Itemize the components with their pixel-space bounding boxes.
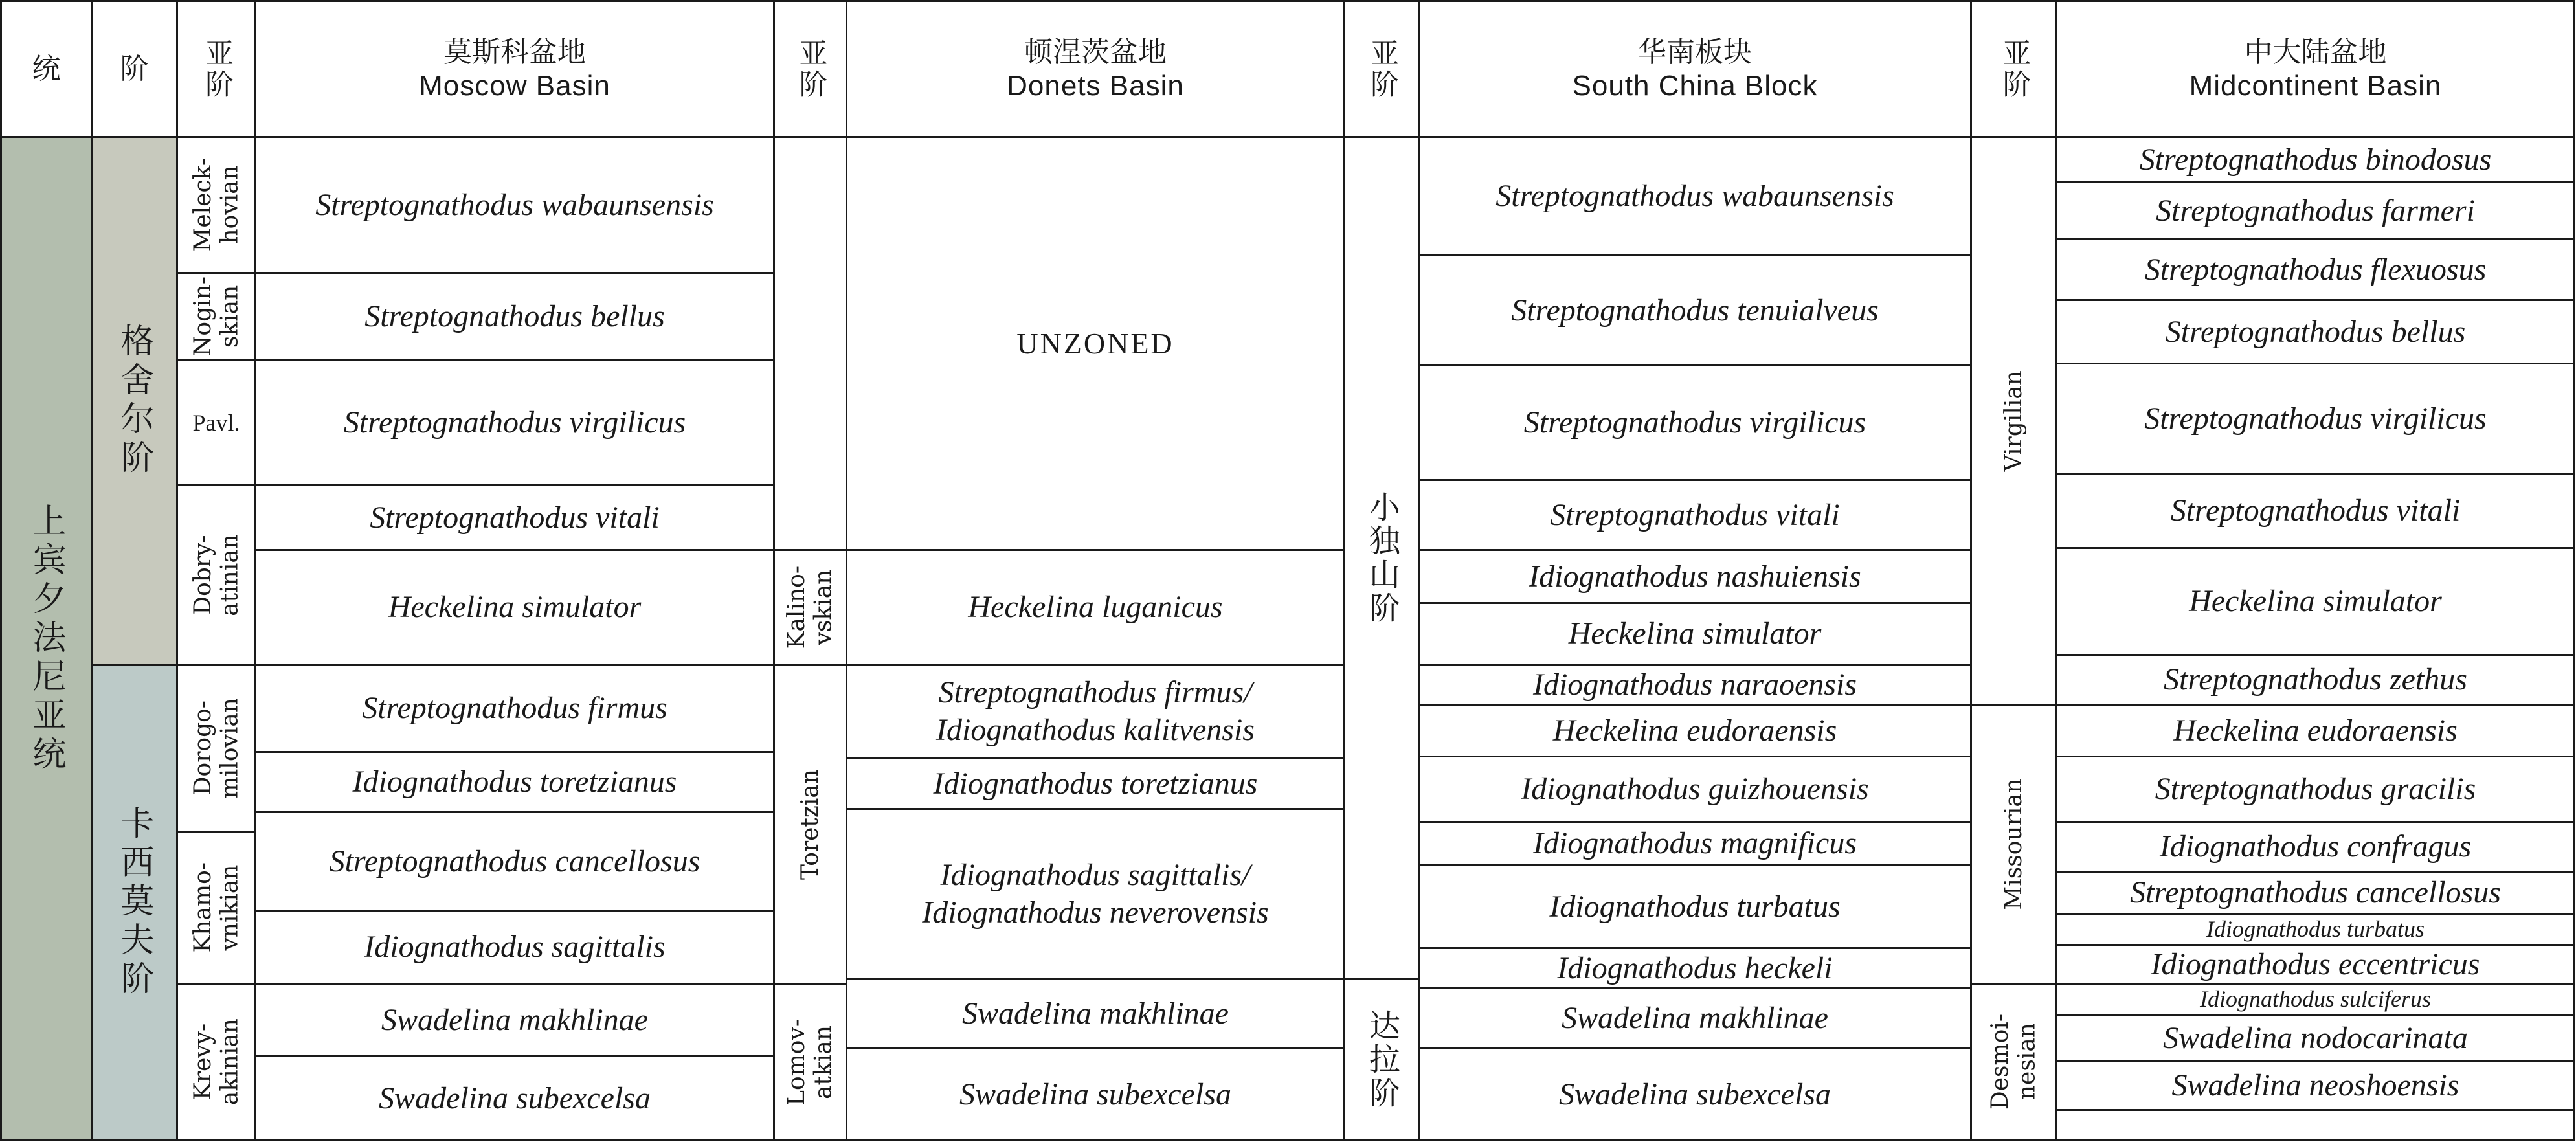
southchina-stage	[1343, 978, 1420, 1141]
donets-zone	[846, 664, 1345, 759]
header-midcontinent-en: Midcontinent Basin	[2189, 69, 2442, 102]
moscow-zone-label: Swadelina subexcelsa	[379, 1080, 651, 1115]
moscow-substage	[176, 136, 256, 274]
southchina-zone-label: Swadelina makhlinae	[1562, 1001, 1828, 1036]
header-series-zh: 统	[32, 52, 61, 85]
stage-gzhelian-label: 格舍尔阶	[115, 323, 153, 478]
moscow-substage	[176, 664, 256, 833]
header-stage-zh: 阶	[120, 52, 149, 85]
midcontinent-zone	[2055, 238, 2575, 301]
donets-substage-label: Lomov- atkian	[783, 1018, 837, 1106]
header-substage-donets	[773, 0, 847, 138]
midcontinent-zone	[2055, 1109, 2575, 1141]
header-series	[0, 0, 93, 138]
moscow-zone	[254, 1055, 775, 1141]
header-donets-zh: 顿涅茨盆地	[1024, 35, 1167, 69]
midcontinent-substage	[1970, 136, 2057, 706]
southchina-zone	[1418, 254, 1972, 366]
southchina-zone-label: Heckelina simulator	[1568, 616, 1822, 651]
southchina-zone-label: Idiognathodus nashuiensis	[1529, 559, 1861, 594]
southchina-zone	[1418, 987, 1972, 1049]
southchina-zone	[1418, 364, 1972, 481]
southchina-zone-label: Streptognathodus vitali	[1550, 497, 1840, 532]
header-moscow	[254, 0, 775, 138]
southchina-zone-label: Streptognathodus wabaunsensis	[1495, 179, 1894, 214]
midcontinent-zone-label: Idiognathodus confragus	[2159, 829, 2472, 864]
midcontinent-zone	[2055, 704, 2575, 757]
midcontinent-zone	[2055, 136, 2575, 183]
moscow-zone-label: Streptognathodus cancellosus	[329, 844, 700, 879]
southchina-stage-label: 小独山阶	[1363, 490, 1400, 625]
moscow-zone	[254, 359, 775, 486]
donets-zone-label: Streptognathodus firmus/ Idiognathodus kalitvensis	[936, 675, 1255, 747]
donets-zone-label: Swadelina makhlinae	[962, 996, 1229, 1031]
southchina-zone-label: Streptognathodus tenuialveus	[1511, 293, 1879, 328]
southchina-zone-label: Idiognathodus magnificus	[1533, 826, 1857, 861]
header-substage-midcontinent	[1970, 0, 2057, 138]
moscow-zone-label: Idiognathodus toretzianus	[352, 765, 677, 800]
midcontinent-zone	[2055, 299, 2575, 364]
southchina-stage	[1343, 136, 1420, 980]
header-stage-southchina-zh: 亚阶	[1365, 38, 1398, 100]
moscow-substage-label: Nogin- skian	[189, 276, 243, 357]
southchina-zone	[1418, 704, 1972, 757]
midcontinent-zone-label: Swadelina neoshoensis	[2171, 1068, 2459, 1103]
midcontinent-substage-label: Desmoi- nesian	[1987, 1014, 2041, 1110]
moscow-zone-label: Streptognathodus firmus	[362, 691, 667, 726]
midcontinent-zone	[2055, 871, 2575, 915]
header-moscow-zh: 莫斯科盆地	[443, 35, 586, 69]
header-stage	[91, 0, 178, 138]
donets-substage-empty	[773, 136, 847, 551]
southchina-zone-label: Heckelina eudoraensis	[1552, 713, 1837, 748]
stage-kasimovian	[91, 664, 178, 1141]
moscow-substage-label: Dobry- atinian	[189, 533, 243, 616]
header-donets-en: Donets Basin	[1007, 69, 1184, 102]
midcontinent-zone	[2055, 473, 2575, 549]
midcontinent-zone-label: Heckelina simulator	[2189, 584, 2442, 619]
header-southchina-zh: 华南板块	[1638, 35, 1752, 69]
donets-zone	[846, 549, 1345, 666]
southchina-zone	[1418, 1047, 1972, 1141]
midcontinent-substage-label: Virgilian	[2000, 370, 2027, 472]
stage-kasimovian-label: 卡西莫夫阶	[115, 805, 153, 1000]
midcontinent-zone	[2055, 654, 2575, 706]
midcontinent-zone-label: Idiognathodus turbatus	[2206, 915, 2425, 942]
midcontinent-zone-label: Streptognathodus binodosus	[2139, 142, 2492, 177]
moscow-substage	[176, 484, 256, 666]
header-moscow-en: Moscow Basin	[419, 69, 610, 102]
midcontinent-zone	[2055, 944, 2575, 985]
series-cell	[0, 136, 93, 1141]
midcontinent-zone-label: Streptognathodus virgilicus	[2144, 401, 2487, 436]
header-midcontinent-zh: 中大陆盆地	[2244, 35, 2387, 69]
header-southchina-en: South China Block	[1572, 69, 1818, 102]
southchina-zone	[1418, 136, 1972, 256]
moscow-zone-label: Idiognathodus sagittalis	[364, 930, 666, 965]
donets-zone	[846, 757, 1345, 810]
midcontinent-zone	[2055, 756, 2575, 823]
midcontinent-zone	[2055, 547, 2575, 656]
moscow-zone	[254, 811, 775, 912]
moscow-zone-label: Streptognathodus wabaunsensis	[315, 187, 714, 222]
moscow-zone	[254, 272, 775, 361]
moscow-substage-label: Pavl.	[192, 410, 240, 436]
stage-gzhelian	[91, 136, 178, 666]
donets-substage	[773, 664, 847, 985]
southchina-zone	[1418, 664, 1972, 706]
southchina-zone-label: Idiognathodus heckeli	[1557, 950, 1833, 985]
moscow-substage	[176, 359, 256, 486]
midcontinent-zone	[2055, 363, 2575, 475]
header-donets	[846, 0, 1345, 138]
donets-substage	[773, 983, 847, 1141]
midcontinent-zone-label: Streptognathodus flexuosus	[2144, 252, 2487, 287]
moscow-zone	[254, 549, 775, 666]
moscow-zone-label: Heckelina simulator	[388, 590, 642, 625]
moscow-zone	[254, 136, 775, 274]
moscow-zone-label: Swadelina makhlinae	[381, 1002, 648, 1037]
southchina-zone-label: Swadelina subexcelsa	[1559, 1077, 1831, 1112]
donets-zone	[846, 1047, 1345, 1141]
midcontinent-zone	[2055, 181, 2575, 240]
midcontinent-zone-label: Heckelina eudoraensis	[2173, 713, 2458, 748]
series-cell-label: 上宾夕法尼亚统	[27, 502, 65, 775]
southchina-zone	[1418, 821, 1972, 866]
midcontinent-zone-label: Streptognathodus farmeri	[2156, 193, 2475, 228]
header-southchina	[1418, 0, 1972, 138]
donets-zone	[846, 808, 1345, 980]
moscow-zone	[254, 484, 775, 551]
midcontinent-zone	[2055, 1060, 2575, 1111]
midcontinent-zone	[2055, 821, 2575, 873]
southchina-zone	[1418, 864, 1972, 949]
header-midcontinent	[2055, 0, 2575, 138]
moscow-zone	[254, 664, 775, 753]
donets-zone-label: Heckelina luganicus	[968, 590, 1223, 625]
midcontinent-zone	[2055, 913, 2575, 946]
midcontinent-zone-label: Idiognathodus eccentricus	[2151, 946, 2480, 981]
moscow-substage-label: Khamo- vnikian	[189, 862, 243, 953]
midcontinent-substage	[1970, 983, 2057, 1141]
donets-zone	[846, 978, 1345, 1049]
southchina-zone	[1418, 947, 1972, 989]
moscow-zone	[254, 983, 775, 1057]
header-substage-midcontinent-zh: 亚阶	[1997, 38, 2031, 100]
midcontinent-zone-label: Idiognathodus sulciferus	[2200, 986, 2431, 1013]
southchina-zone	[1418, 756, 1972, 823]
header-stage-southchina	[1343, 0, 1420, 138]
moscow-zone-label: Streptognathodus vitali	[370, 500, 660, 535]
midcontinent-zone-label: Streptognathodus zethus	[2164, 662, 2467, 697]
donets-zone-label: Idiognathodus toretzianus	[933, 766, 1258, 801]
southchina-zone-label: Idiognathodus naraoensis	[1532, 667, 1857, 702]
southchina-stage-label: 达拉阶	[1363, 1009, 1400, 1110]
moscow-substage	[176, 983, 256, 1141]
moscow-zone	[254, 910, 775, 985]
moscow-substage	[176, 272, 256, 361]
moscow-substage	[176, 831, 256, 985]
moscow-zone-label: Streptognathodus bellus	[364, 299, 665, 334]
header-substage-moscow	[176, 0, 256, 138]
donets-zone-label: Idiognathodus sagittalis/ Idiognathodus neverovensis	[922, 857, 1269, 930]
midcontinent-zone-label: Streptognathodus vitali	[2170, 493, 2461, 528]
southchina-zone-label: Idiognathodus turbatus	[1549, 889, 1841, 924]
southchina-zone-label: Idiognathodus guizhouensis	[1521, 772, 1869, 807]
midcontinent-zone-label: Streptognathodus cancellosus	[2130, 875, 2501, 910]
moscow-substage-label: Meleck- hovian	[189, 158, 243, 252]
southchina-zone	[1418, 479, 1972, 551]
midcontinent-substage	[1970, 704, 2057, 985]
moscow-zone-label: Streptognathodus virgilicus	[343, 405, 686, 440]
header-substage-donets-zh: 亚阶	[794, 38, 827, 100]
donets-zone-label: Swadelina subexcelsa	[959, 1077, 1231, 1112]
midcontinent-zone-label: Streptognathodus gracilis	[2155, 772, 2476, 807]
southchina-zone	[1418, 602, 1972, 666]
moscow-zone	[254, 751, 775, 813]
donets-substage	[773, 549, 847, 666]
donets-substage-label: Toretzian	[796, 768, 823, 880]
donets-substage-label: Kalino- vskian	[783, 565, 837, 649]
southchina-zone-label: Streptognathodus virgilicus	[1523, 405, 1866, 440]
midcontinent-zone-label: Swadelina nodocarinata	[2163, 1021, 2468, 1056]
midcontinent-substage-label: Missourian	[2000, 778, 2027, 910]
moscow-substage-label: Krevy- akinian	[189, 1018, 243, 1106]
southchina-zone	[1418, 549, 1972, 604]
header-substage-moscow-zh: 亚阶	[199, 38, 233, 100]
moscow-substage-label: Dorogo- milovian	[189, 697, 243, 799]
midcontinent-zone	[2055, 983, 2575, 1016]
donets-zone-label: UNZONED	[1016, 326, 1174, 360]
midcontinent-zone-label: Streptognathodus bellus	[2165, 314, 2466, 349]
donets-zone	[846, 136, 1345, 551]
midcontinent-zone	[2055, 1014, 2575, 1062]
